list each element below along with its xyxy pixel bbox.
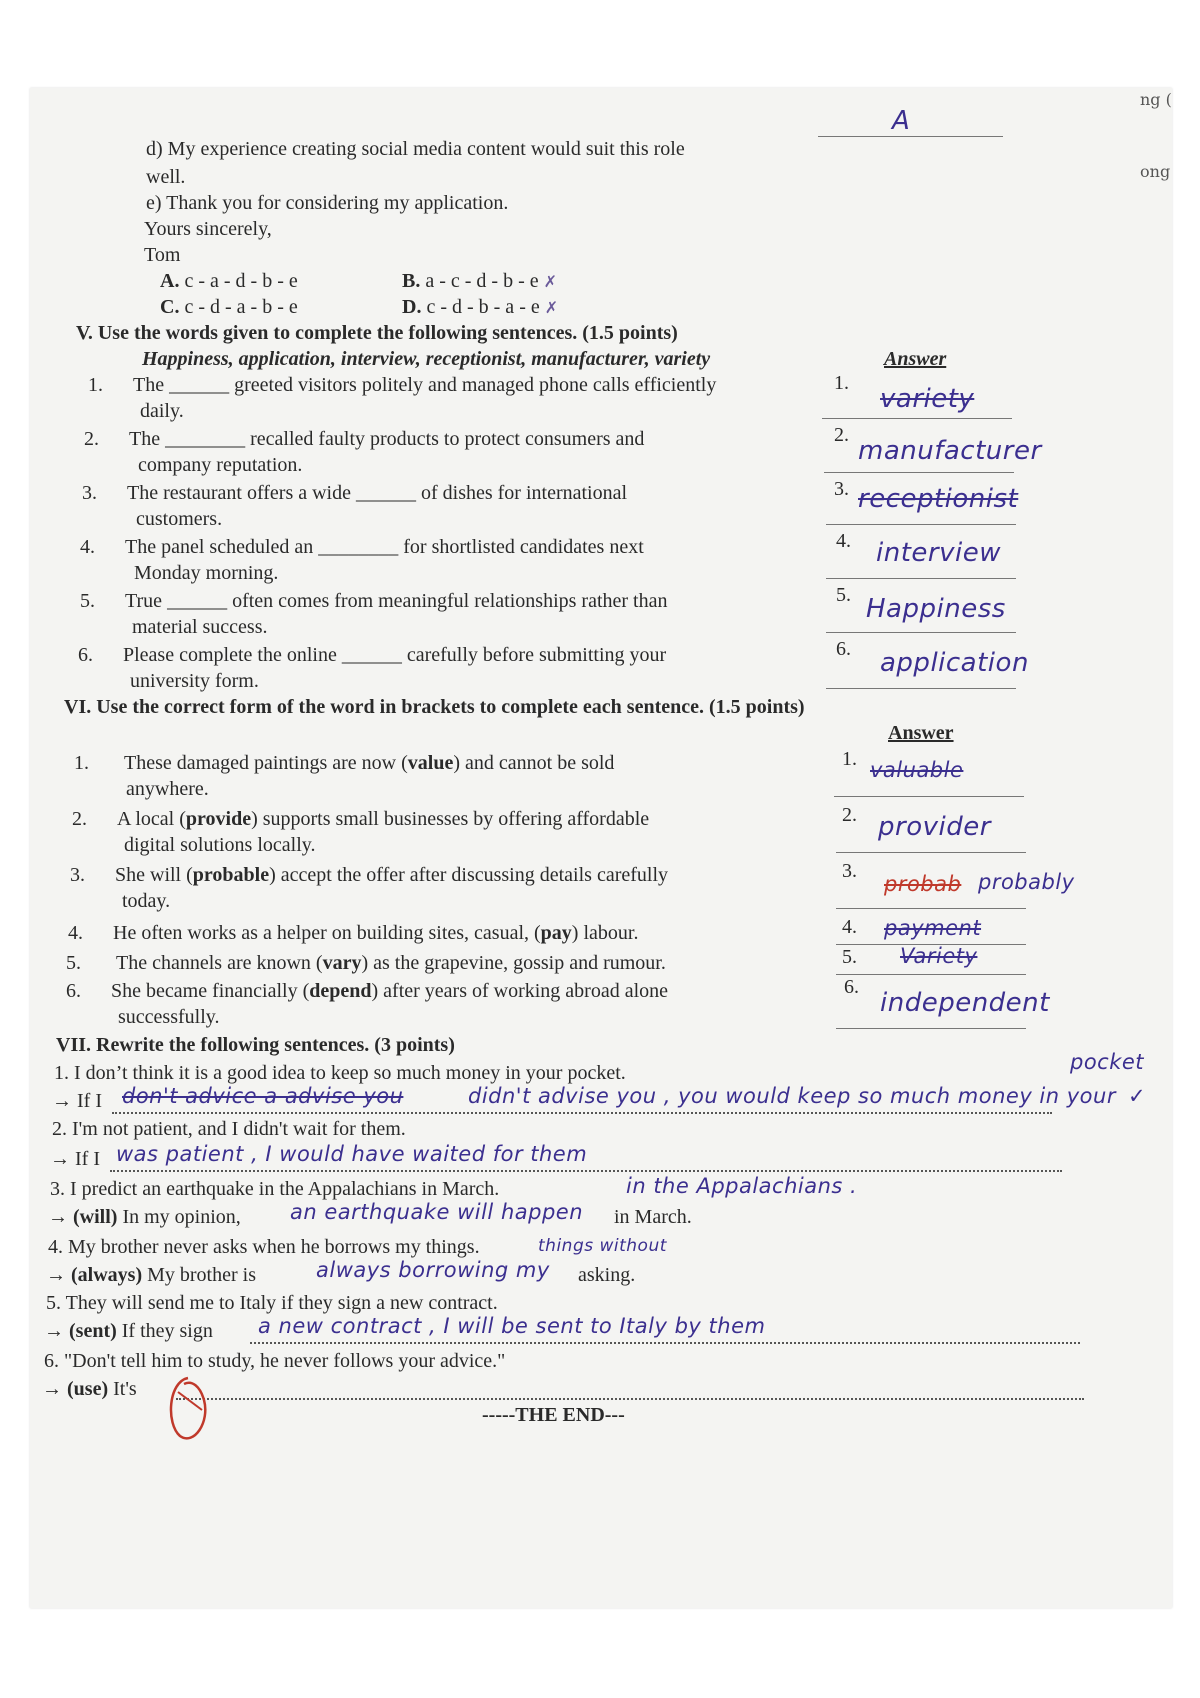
s7-q1: 1. I don’t think it is a good idea to keep so much money in your pocket.: [54, 1062, 626, 1084]
top-answer: A: [892, 106, 911, 136]
s7-a6-lead: → (use) It's: [42, 1378, 137, 1400]
s6-item-4: 4. He often works as a helper on building sites, casual, (pay) labour.: [68, 922, 639, 944]
s6-answer-3[interactable]: probably: [978, 870, 1075, 894]
s6-item-1: 1. These damaged paintings are now (value) and cannot be sold: [74, 752, 615, 774]
s5-answer-num-2: 2.: [834, 424, 849, 446]
answer-line: [836, 852, 1026, 853]
s6-answer-num-1: 1.: [842, 748, 857, 770]
s6-answer-num-6: 6.: [844, 976, 859, 998]
section-6-answer-header: Answer: [888, 722, 954, 744]
answer-line: [836, 1028, 1026, 1029]
s7-a1-extra: pocket: [1070, 1050, 1145, 1074]
zero-score-mark-icon: [158, 1370, 218, 1446]
answer-line: [826, 632, 1016, 633]
section-7-title: VII. Rewrite the following sentences. (3 points): [56, 1034, 455, 1056]
choice-a[interactable]: [160, 270, 298, 293]
edge-fragment-1: ng (: [1140, 90, 1172, 109]
choice-c[interactable]: [160, 296, 298, 319]
s7-a4-extra: things without: [538, 1236, 667, 1256]
choice-c-text: c - d - a - b - e: [184, 296, 298, 318]
choice-b-text: a - c - d - b - e: [425, 270, 539, 292]
s5-answer-2[interactable]: manufacturer: [858, 436, 1042, 466]
s5-answer-num-4: 4.: [836, 530, 851, 552]
choice-b-label: B.: [402, 270, 421, 292]
s6-item-6-cont: successfully.: [118, 1006, 220, 1028]
s7-q5: 5. They will send me to Italy if they sign a new contract.: [46, 1292, 498, 1314]
email-option-e: e) Thank you for considering my application.: [146, 192, 509, 214]
s5-item-2: 2. The ________ recalled faulty products to protect consumers and: [84, 428, 645, 450]
s5-item-4: 4. The panel scheduled an ________ for shortlisted candidates next: [80, 536, 644, 558]
edge-fragment-2: ong: [1140, 162, 1171, 181]
answer-dotted-line: [176, 1398, 1084, 1400]
s5-item-6-cont: university form.: [130, 670, 259, 692]
answer-line: [834, 796, 1024, 797]
s5-answer-5[interactable]: Happiness: [866, 594, 1006, 624]
answer-dotted-line: [110, 1170, 1062, 1172]
s7-a3-extra: in the Appalachians .: [626, 1174, 858, 1198]
answer-line: [824, 472, 1014, 473]
answer-line: [822, 418, 1012, 419]
s5-item-3-cont: customers.: [136, 508, 223, 530]
s6-item-3-cont: today.: [122, 890, 171, 912]
check-mark-icon: ✓: [1128, 1084, 1147, 1108]
s6-answer-num-5: 5.: [842, 946, 857, 968]
s6-answer-num-2: 2.: [842, 804, 857, 826]
end-marker: -----THE END---: [482, 1404, 625, 1426]
email-option-d-cont: well.: [146, 166, 186, 188]
s6-answer-1[interactable]: valuable: [870, 758, 964, 782]
s7-a3-lead: → (will) In my opinion,: [48, 1206, 241, 1228]
s7-a2-answer[interactable]: was patient , I would have waited for them: [116, 1142, 588, 1166]
choice-a-text: c - a - d - b - e: [184, 270, 298, 292]
s7-a3-answer[interactable]: an earthquake will happen: [290, 1200, 584, 1224]
answer-dotted-line: [250, 1342, 1080, 1344]
choice-d[interactable]: [402, 296, 558, 319]
s5-answer-num-5: 5.: [836, 584, 851, 606]
s7-a4-answer[interactable]: always borrowing my: [316, 1258, 550, 1282]
cross-mark-icon: ✗: [543, 274, 558, 291]
s6-answer-4[interactable]: payment: [884, 916, 982, 940]
s5-answer-1[interactable]: variety: [880, 384, 975, 414]
s7-a5-lead: → (sent) If they sign: [44, 1320, 213, 1342]
s5-answer-num-6: 6.: [836, 638, 851, 660]
s5-answer-num-3: 3.: [834, 478, 849, 500]
s5-item-4-cont: Monday morning.: [134, 562, 279, 584]
answer-line: [826, 688, 1016, 689]
s5-answer-6[interactable]: application: [880, 648, 1029, 678]
s6-item-2: 2. A local (provide) supports small businesses by offering affordable: [72, 808, 650, 830]
section-5-title: V. Use the words given to complete the following sentences. (1.5 points): [76, 322, 678, 344]
choice-b[interactable]: [402, 270, 557, 293]
s6-answer-3-struck: probab: [884, 872, 962, 896]
email-option-d: d) My experience creating social media content would suit this role: [146, 138, 685, 160]
choice-a-label: A.: [160, 270, 180, 292]
answer-line: [826, 524, 1016, 525]
s6-item-6: 6. She became financially (depend) after years of working abroad alone: [66, 980, 669, 1002]
s6-item-5: 5. The channels are known (vary) as the grapevine, gossip and rumour.: [66, 952, 666, 974]
s6-answer-num-3: 3.: [842, 860, 857, 882]
email-closing: Yours sincerely,: [144, 218, 272, 240]
choice-d-text: c - d - b - a - e: [426, 296, 540, 318]
s7-q2: 2. I'm not patient, and I didn't wait for them.: [52, 1118, 406, 1140]
s5-item-5-cont: material success.: [132, 616, 268, 638]
s5-item-3: 3. The restaurant offers a wide ______ of dishes for international: [82, 482, 628, 504]
s5-answer-num-1: 1.: [834, 372, 849, 394]
s7-a2-lead: → If I: [50, 1148, 100, 1170]
s5-item-2-cont: company reputation.: [138, 454, 303, 476]
s6-answer-num-4: 4.: [842, 916, 857, 938]
s5-answer-4[interactable]: interview: [876, 538, 1001, 568]
s7-q6: 6. "Don't tell him to study, he never follows your advice.": [44, 1350, 506, 1372]
s6-answer-2[interactable]: provider: [878, 812, 991, 842]
cross-mark-icon: ✗: [544, 300, 559, 317]
top-answer-line: [818, 136, 1003, 137]
s5-item-1-cont: daily.: [140, 400, 184, 422]
s5-item-1: 1. The ______ greeted visitors politely and managed phone calls efficiently: [88, 374, 717, 396]
s7-a3-tail: in March.: [614, 1206, 692, 1228]
s6-item-2-cont: digital solutions locally.: [124, 834, 316, 856]
answer-line: [826, 578, 1016, 579]
answer-line: [836, 974, 1026, 975]
s6-answer-5[interactable]: Variety: [900, 944, 978, 968]
s7-q3: 3. I predict an earthquake in the Appalachians in March.: [50, 1178, 500, 1200]
s7-a4-tail: asking.: [578, 1264, 636, 1286]
section-5-word-bank: Happiness, application, interview, receptionist, manufacturer, variety: [142, 348, 711, 370]
email-signature: Tom: [144, 244, 181, 266]
section-6-title: VI. Use the correct form of the word in brackets to complete each sentence. (1.5 points): [64, 696, 805, 718]
s5-item-5: 5. True ______ often comes from meaningful relationships rather than: [80, 590, 668, 612]
s7-a5-answer[interactable]: a new contract , I will be sent to Italy by them: [258, 1314, 766, 1338]
s6-item-3: 3. She will (probable) accept the offer after discussing details carefully: [70, 864, 669, 886]
answer-dotted-line: [112, 1112, 1052, 1114]
choice-d-label: D.: [402, 296, 422, 318]
answer-line: [836, 908, 1026, 909]
s5-answer-3[interactable]: receptionist: [858, 484, 1019, 514]
s7-a1-lead: → If I: [52, 1090, 102, 1112]
section-5-answer-header: Answer: [884, 348, 947, 370]
s5-item-6: 6. Please complete the online ______ carefully before submitting your: [78, 644, 667, 666]
s7-a1-answer[interactable]: didn't advise you , you would keep so much money in your: [468, 1084, 1116, 1108]
s7-a1-struck: don't advice a advise you: [122, 1084, 404, 1108]
s7-a4-lead: → (always) My brother is: [46, 1264, 256, 1286]
s6-answer-6[interactable]: independent: [880, 988, 1050, 1018]
s6-item-1-cont: anywhere.: [126, 778, 209, 800]
s7-q4: 4. My brother never asks when he borrows my things.: [48, 1236, 480, 1258]
choice-c-label: C.: [160, 296, 180, 318]
